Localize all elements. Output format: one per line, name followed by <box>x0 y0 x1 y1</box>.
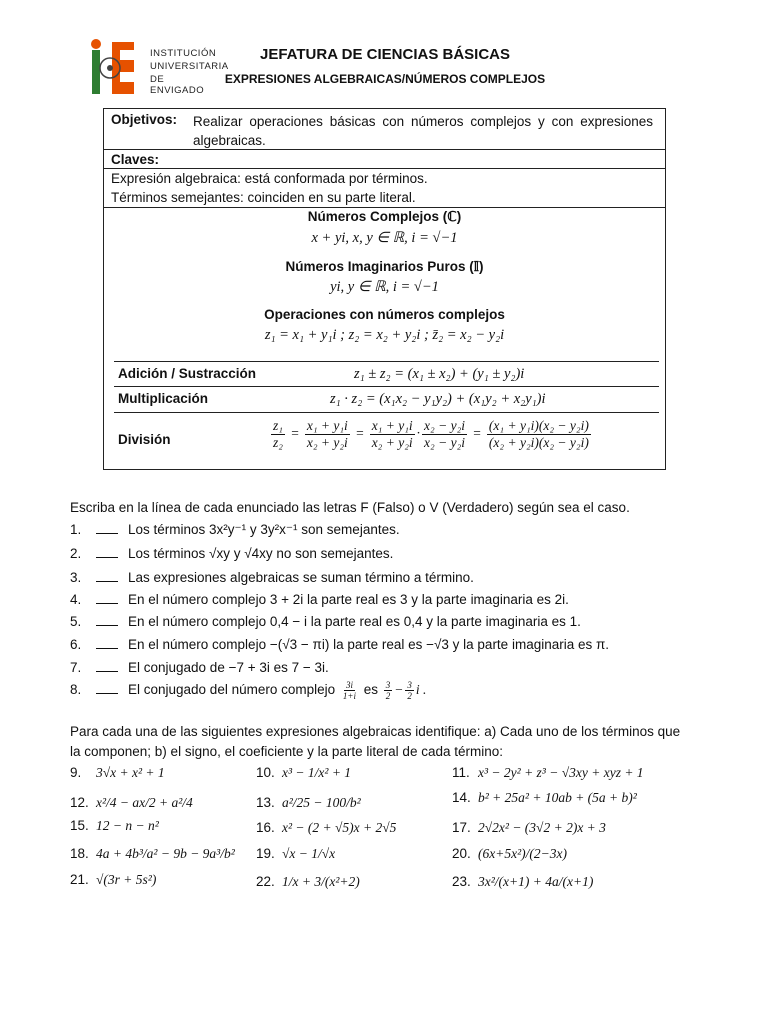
expression-item: 20. (6x+5x²)/(2−3x) <box>452 846 567 861</box>
objetivos-row <box>111 112 658 150</box>
expression-item: 9. 3√x + x² + 1 <box>70 765 165 780</box>
part1-instruction: Escriba en la línea de cada enunciado las letras F (Falso) o V (Verdadero) según sea el caso. <box>70 500 630 515</box>
expression-item: 16. x² − (2 + √5)x + 2√5 <box>256 820 397 835</box>
claves-line-1: Expresión algebraica: está conformada por términos. <box>111 171 428 186</box>
expression-item: 11. x³ − 2y² + z³ − √3xy + xyz + 1 <box>452 765 644 780</box>
complejos-formula: x + yi, x, y ∈ ℝ, i = √−1 <box>311 230 458 246</box>
expression-item: 14. b² + 25a² + 10ab + (5a + b)² <box>452 790 637 805</box>
part2-instruction-1: Para cada una de las siguientes expresiones algebraicas identifique: a) Cada uno de los términos que <box>70 724 681 739</box>
summary-box <box>103 108 666 470</box>
logo-line-2: UNIVERSITARIA <box>150 61 229 72</box>
expression-item: 13. a²/25 − 100/b² <box>256 795 361 810</box>
list-item: 4. En el número complejo 3 + 2i la parte real es 3 y la parte imaginaria es 2i. <box>70 592 569 607</box>
answer-blank[interactable] <box>96 625 118 626</box>
list-item: 7. El conjugado de −7 + 3i es 7 − 3i. <box>70 660 329 675</box>
complejos-title: Números Complejos (ℂ) <box>307 209 462 224</box>
expression-item: 17. 2√2x² − (3√2 + 2)x + 3 <box>452 820 606 835</box>
expression-item: 12. x²/4 − ax/2 + a²/4 <box>70 795 193 810</box>
logo-icon <box>90 38 150 98</box>
claves-line-2: Términos semejantes: coinciden en su parte literal. <box>111 190 416 205</box>
objetivos-text: Realizar operaciones básicas con números complejos y con expresiones algebraicas. <box>193 114 653 148</box>
imaginarios-title: Números Imaginarios Puros (𝕀) <box>285 259 484 274</box>
answer-blank[interactable] <box>96 557 118 558</box>
op-formula-mult: z₁ · z₂ = (x₁x₂ − y₁y₂) + (x₁y₂ + x₂y₁)i <box>330 391 546 407</box>
imaginarios-formula: yi, y ∈ ℝ, i = √−1 <box>330 279 439 295</box>
list-item: 1. Los términos 3x²y⁻¹ y 3y²x⁻¹ son semejantes. <box>70 522 400 537</box>
expression-item: 21. √(3r + 5s²) <box>70 872 157 887</box>
op-label-mult: Multiplicación <box>118 391 209 406</box>
expression-item: 23. 3x²/(x+1) + 4a/(x+1) <box>452 874 594 889</box>
answer-blank[interactable] <box>96 533 118 534</box>
op-label-div: División <box>118 432 171 447</box>
claves-label: Claves: <box>111 152 160 167</box>
op-formula-div: $\frac{\text{z₁}}{\text{z₂}}$ = $\frac{\text{x₁ + y₁i}}{\text{x₂ + y₂i}}$ = $\frac{\text{x₁ + y₁i}}{\text{x₂ + y₂i}}$ · $\frac{\text{x₂ − y₂i}}{\text{x₂ − y₂i}}$ = $\frac{\text{(x₁ + y₁i)(x₂ − y₂i)}}{\text{(x₂ + y₂i)(x₂ − y₂i)}}$ <box>273 418 589 450</box>
answer-blank[interactable] <box>96 581 118 582</box>
list-item: 5. En el número complejo 0,4 − i la parte real es 0,4 y la parte imaginaria es 1. <box>70 614 581 629</box>
operaciones-formula: z₁ = x₁ + y₁i ; z₂ = x₂ + y₂i ; z̄₂ = x₂ − y₂i <box>264 327 505 343</box>
logo-line-1: INSTITUCIÓN <box>150 48 217 59</box>
answer-blank[interactable] <box>96 671 118 672</box>
answer-blank[interactable] <box>96 648 118 649</box>
list-item: 3. Las expresiones algebraicas se suman término a término. <box>70 570 474 585</box>
institution-logo <box>90 38 229 98</box>
list-item: 2. Los términos √xy y √4xy no son semejantes. <box>70 546 394 561</box>
page-title: JEFATURA DE CIENCIAS BÁSICAS <box>259 46 511 63</box>
list-item: 8. El conjugado del número complejo $\frac{3i}{1+i}$ es $\frac{3}{2}$ − $\frac{3}{2}$ i . <box>70 680 427 701</box>
expression-item: 22. 1/x + 3/(x²+2) <box>256 874 360 889</box>
answer-blank[interactable] <box>96 693 118 694</box>
expression-item: 15. 12 − n − n² <box>70 818 159 833</box>
part2-instruction-2: la componen; b) el signo, el coeficiente y la parte literal de cada término: <box>70 744 503 759</box>
expression-item: 10. x³ − 1/x² + 1 <box>256 765 352 780</box>
operaciones-title: Operaciones con números complejos <box>264 307 505 322</box>
page-subtitle: EXPRESIONES ALGEBRAICAS/NÚMEROS COMPLEJOS <box>224 72 546 86</box>
objetivos-label: Objetivos: <box>111 112 178 127</box>
op-label-suma: Adición / Sustracción <box>118 366 257 381</box>
answer-blank[interactable] <box>96 603 118 604</box>
list-item: 6. En el número complejo −(√3 − πi) la parte real es −√3 y la parte imaginaria es π. <box>70 637 610 652</box>
op-formula-suma: z₁ ± z₂ = (x₁ ± x₂) + (y₁ ± y₂)i <box>354 366 525 382</box>
expression-item: 19. √x − 1/√x <box>256 846 336 861</box>
logo-line-3: DE ENVIGADO <box>150 74 205 96</box>
expression-item: 18. 4a + 4b³/a² − 9b − 9a³/b² <box>70 846 235 861</box>
